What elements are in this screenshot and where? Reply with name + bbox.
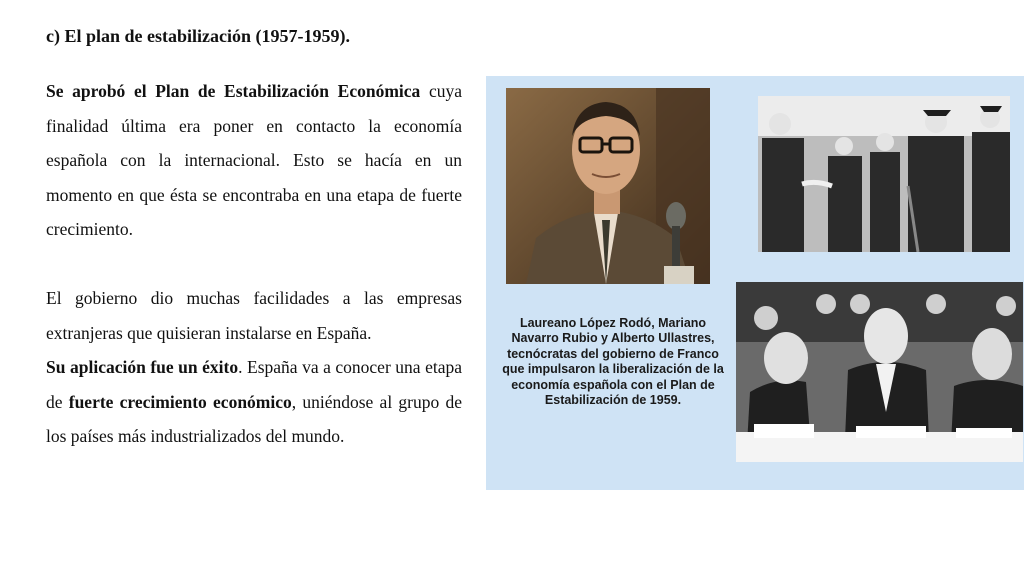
paragraph-3-bold-2: fuerte crecimiento económico [68, 391, 292, 412]
body-text [46, 74, 462, 454]
slide-title: c) El plan de estabilización (1957-1959). [46, 26, 350, 46]
photo-caption: Laureano López Rodó, Mariano Navarro Rubio y Alberto Ullastres, tecnócratas del gobierno de Franco que impulsaron la liberalización de la economía española con el Plan de Estabilización de 1959. [502, 316, 724, 408]
paragraph-3-mid: . España va a conocer una etapa de [46, 357, 462, 412]
handshake-photo [758, 96, 1010, 252]
paragraph-3 [46, 350, 462, 454]
paragraph-3-end: , uniéndose al grupo de los países más industrializados del mundo. [46, 391, 462, 446]
paragraph-3-bold-1: Su aplicación fue un éxito [46, 357, 239, 377]
meeting-photo [736, 282, 1023, 462]
image-panel [486, 76, 1024, 490]
paragraph-2: El gobierno dio muchas facilidades a las empresas extranjeras que quisieran instalarse en España. [46, 288, 462, 343]
paragraph-1-bold: Se aprobó el Plan de Estabilización Económica [46, 81, 421, 101]
paragraph-1-rest: cuya finalidad última era poner en contacto la economía española con la internacional. Esto se hacía en un momento en que ésta se encontraba en una etapa de fuerte crecimiento. [46, 81, 462, 239]
paragraph-1 [46, 74, 462, 247]
portrait-photo [506, 88, 710, 284]
